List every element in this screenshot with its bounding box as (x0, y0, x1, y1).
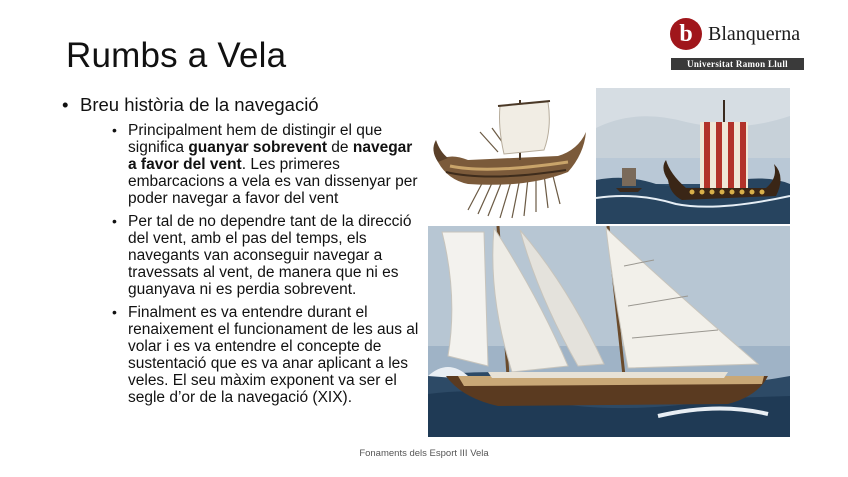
main-bullet: • Breu història de la navegació (62, 94, 422, 116)
slide-footer: Fonaments dels Esport III Vela (359, 448, 489, 459)
sub-bullet-1-text-a: Principalment hem de distingir el que significa (128, 122, 383, 156)
sub-bullet-1-text-c: . Les primeres embarcacions a vela es van dissenyar per poder navegar a favor del vent (128, 156, 418, 207)
logo-mark-letter: b (679, 21, 693, 47)
viking-ship-image (596, 88, 790, 224)
logo-emblem-icon (670, 18, 702, 50)
slide-title: Rumbs a Vela (66, 36, 287, 75)
logo-subtitle-bar (671, 58, 804, 70)
logo-subtitle: Universitat Ramon Llull (687, 59, 788, 69)
sub-bullet-1-bold-a: guanyar sobrevent (188, 139, 327, 156)
sub-bullet-1 (112, 122, 424, 207)
sub-bullet-1-text-b: de (327, 139, 353, 156)
sub-bullet-2: • Per tal de no dependre tant de la direcció del vent, amb el pas del temps, els navegants van aconseguir navegar a travessats al vent, de manera que ni es guanyava ni es perdia sobrevent. (112, 213, 424, 298)
trireme-image (428, 92, 594, 222)
bullet-list (62, 94, 422, 406)
schooner-image (428, 226, 790, 437)
sub-bullet-3: • Finalment es va entendre durant el renaixement el funcionament de les aus al volar i es va entendre el concepte de sustentació que es va anar aplicant a les veles. El seu màxim exponent va ser el segle d’or de la navegació (XIX). (112, 304, 424, 406)
blanquerna-logo (670, 18, 806, 72)
logo-name: Blanquerna (708, 23, 801, 45)
sub-bullet-1-bold-b: navegar a favor del vent (128, 139, 413, 173)
